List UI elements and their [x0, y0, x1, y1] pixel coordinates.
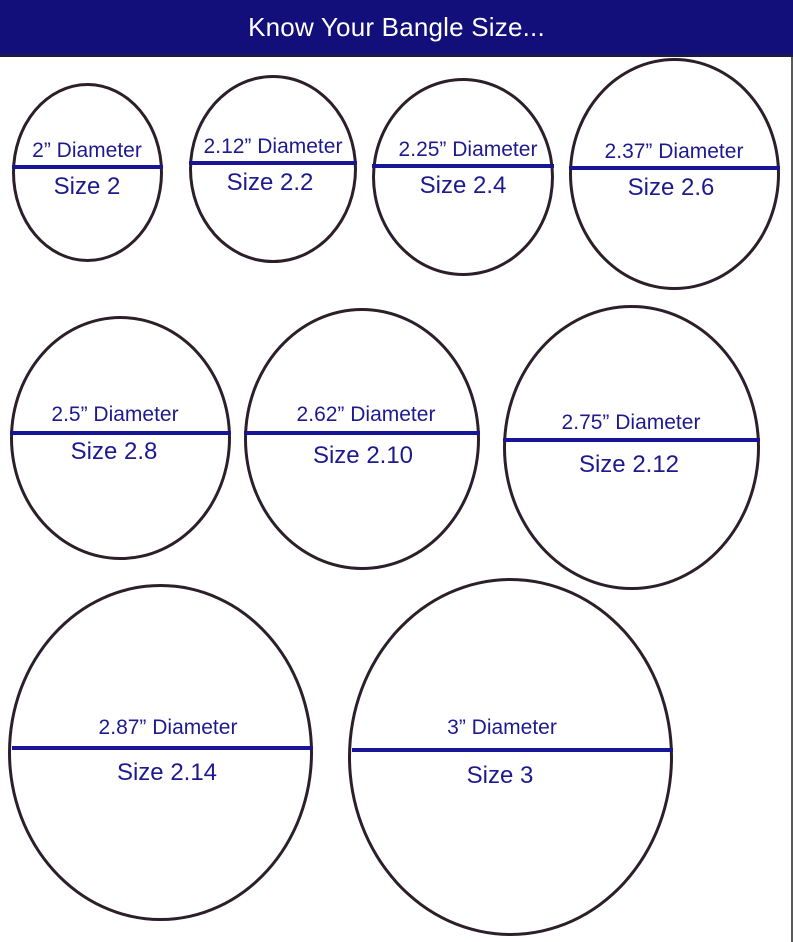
- diameter-line: [569, 166, 780, 170]
- bangle-diameter-label: 2.5” Diameter: [51, 403, 179, 426]
- diameter-line: [12, 165, 163, 169]
- bangle-circle-size-2-14: [8, 584, 313, 921]
- bangle-size-label: Size 3: [466, 762, 534, 789]
- diameter-line: [352, 748, 673, 752]
- bangle-size-label: Size 2.6: [627, 174, 715, 201]
- banner-divider: [0, 54, 793, 57]
- diameter-line: [189, 161, 357, 165]
- diameter-line: [244, 431, 480, 435]
- page-title: Know Your Bangle Size...: [248, 11, 545, 42]
- bangle-size-label: Size 2.14: [116, 759, 218, 786]
- bangle-diameter-label: 2.62” Diameter: [296, 403, 436, 426]
- bangle-diameter-label: 3” Diameter: [447, 716, 557, 739]
- bangle-diameter-label: 2.75” Diameter: [561, 411, 701, 434]
- diameter-line: [372, 164, 554, 168]
- bangle-diameter-label: 2.12” Diameter: [203, 135, 343, 158]
- bangle-circle-size-2-10: [244, 308, 480, 570]
- title-banner: [0, 0, 793, 54]
- bangle-diameter-label: 2.25” Diameter: [398, 138, 538, 161]
- bangle-size-label: Size 2.2: [226, 169, 314, 196]
- bangle-size-label: Size 2: [53, 173, 121, 200]
- diameter-line: [10, 431, 231, 435]
- bangle-size-label: Size 2.8: [70, 438, 158, 465]
- bangle-size-label: Size 2.10: [312, 442, 414, 469]
- bangle-diameter-label: 2.37” Diameter: [604, 140, 744, 163]
- bangle-diameter-label: 2.87” Diameter: [98, 716, 238, 739]
- bangle-circle-size-3: [348, 578, 673, 936]
- bangle-size-label: Size 2.4: [419, 172, 507, 199]
- bangle-size-label: Size 2.12: [578, 451, 680, 478]
- bangle-circle-size-2-12: [503, 305, 760, 590]
- bangle-diameter-label: 2” Diameter: [32, 139, 142, 162]
- diameter-line: [12, 746, 313, 750]
- diameter-line: [503, 438, 760, 442]
